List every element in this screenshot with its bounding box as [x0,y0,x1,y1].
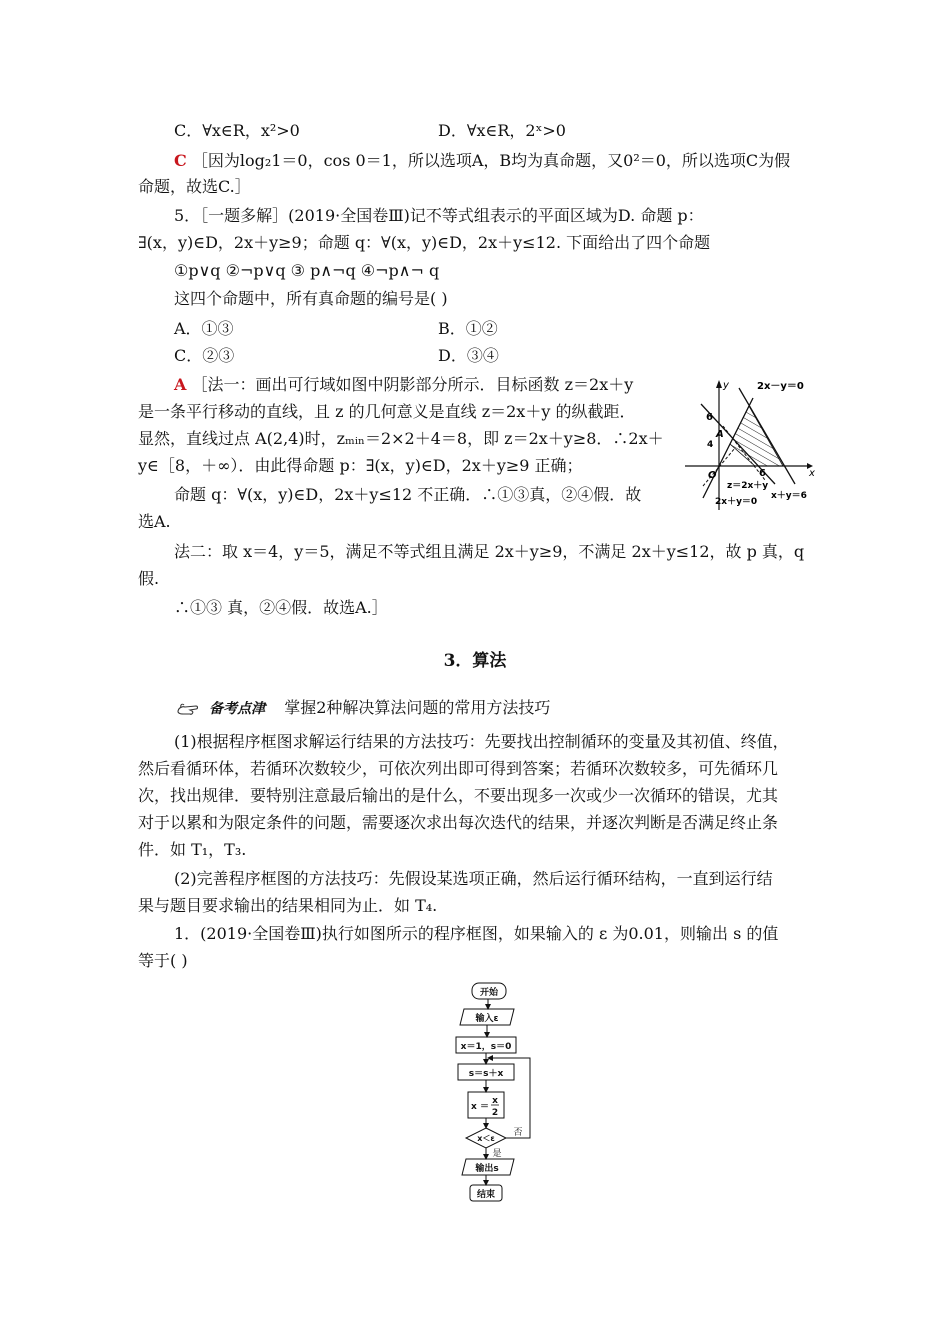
text-line: 命题，故选C.］ [138,177,251,196]
feasible-region-graph [683,376,819,512]
graph-label-origin: O [708,470,717,481]
flow-update-x-numerator: x [492,1096,498,1106]
solution-line: 显然，直线过点 A(2,4)时，zₘᵢₙ＝2×2＋4＝8，即 z＝2x＋y≥8．∴2x＋ [138,429,664,448]
flow-no-label: 否 [513,1128,523,1138]
graph-label-l3: x＋y＝6 [771,491,807,501]
paragraph-2-line: 果与题目要求输出的结果相同为止．如 T₄. [138,896,438,915]
answer-mark: C [174,151,187,170]
solution-line: 法二：取 x＝4，y＝5，满足不等式组且满足 2x＋y≥9，不满足 2x＋y≤12，故 p 真，q [174,542,805,561]
paragraph-2-line: (2)完善程序框图的方法技巧：先假设某选项正确，然后运行循环结构，一直到运行结 [174,869,773,888]
flow-input-text: 输入ε [475,1014,499,1024]
option-b: B．①② [438,319,498,338]
paragraph-1-line: 对于以累和为限定条件的问题，需要逐次求出每次迭代的结果，并逐次判断是否满足终止条 [138,813,779,832]
solution-line [174,374,633,396]
question-1-stem: 1．(2019·全国卷Ⅲ)执行如图所示的程序框图，如果输入的 ε 为0.01，则输出 s 的值 [174,924,779,943]
graph-label-x: x [809,468,815,479]
graph-label-six-x: 6 [759,468,766,479]
question-5-stem: 5．［一题多解］(2019·全国卷Ⅲ)记不等式组表示的平面区域为D. 命题 p： [174,206,704,225]
y-axis-arrow-icon [716,380,722,388]
tip-text: 掌握2种解决算法问题的常用方法技巧 [284,698,551,717]
option-a: A．①③ [174,319,234,338]
flow-yes-label: 是 [492,1149,502,1159]
shaded-region [730,406,783,466]
answer-line [174,150,790,172]
question-5-ask: 这四个命题中，所有真命题的编号是( ) [174,289,448,308]
pointing-hand-icon [176,700,202,718]
graph-label-l2: 2x＋y＝0 [715,497,758,507]
paragraph-1-line: 次，找出规律．要特别注意最后输出的是什么，不要出现多一次或少一次循环的错误，尤其 [138,786,779,805]
flow-update-s-text: s＝s＋x [468,1069,504,1079]
flow-update-x-denominator: 2 [491,1108,499,1118]
graph-label-a: A [716,429,724,440]
question-1-stem-cont: 等于( ) [138,951,188,970]
flow-output-text: 输出s [475,1164,499,1174]
option-d: D．∀x∈R，2ˣ>0 [438,121,566,140]
section-heading: 3．算法 [443,651,507,671]
flow-condition-text: x＜ε [477,1134,495,1143]
paragraph-1-line: (1)根据程序框图求解运行结果的方法技巧：先要找出控制循环的变量及其初值、终值， [174,732,789,751]
answer-text: ［因为log₂1＝0，cos 0＝1，所以选项A，B均为真命题，又0²＝0，所以选项C为假 [191,151,791,170]
flow-end-text: 结束 [476,1190,496,1200]
solution-line: 选A. [138,512,171,531]
solution-line: 命题 q：∀(x，y)∈D，2x＋y≤12 不正确．∴①③真，②④假．故 [174,485,642,504]
solution-text: ［法一：画出可行域如图中阴影部分所示．目标函数 z＝2x＋y [191,375,634,394]
graph-label-six-y: 6 [706,412,713,423]
paragraph-1-line: 然后看循环体，若循环次数较少，可依次列出即可得到答案；若循环次数较多，可先循环几 [138,759,779,778]
solution-line: 假. [138,569,160,588]
answer-mark: A [174,375,187,394]
flow-start-text: 开始 [479,988,499,998]
flow-update-x-lhs: x ＝ [471,1102,489,1112]
solution-line: ∴①③ 真，②④假．故选A.］ [174,598,388,617]
solution-line: y∈［8，＋∞）．由此得命题 p：∃(x，y)∈D，2x＋y≥9 正确； [138,456,583,475]
flow-init-text: x＝1，s＝0 [460,1042,512,1052]
tip-row [176,697,550,720]
tip-label: 备考点津 [209,701,266,717]
option-c: C．②③ [174,346,235,365]
graph-label-z: z＝2x＋y [727,481,769,491]
graph-label-line1: 2x－y＝0 [757,381,804,392]
paragraph-1-line: 件．如 T₁，T₃. [138,840,247,859]
option-d: D．③④ [438,346,499,365]
solution-line: 是一条平行移动的直线，且 z 的几何意义是直线 z＝2x＋y 的纵截距． [138,402,636,421]
flowchart [440,978,560,1208]
graph-label-four: 4 [707,440,714,450]
option-c: C．∀x∈R，x²>0 [174,121,300,140]
question-5-stem-cont: ∃(x，y)∈D，2x＋y≥9；命题 q：∀(x，y)∈D，2x＋y≤12. 下面给出了四个命题 [138,233,711,252]
graph-label-y: y [723,380,729,391]
proposition-list: ①p∨q ②¬p∨q ③ p∧¬q ④¬p∧¬ q [174,261,440,280]
